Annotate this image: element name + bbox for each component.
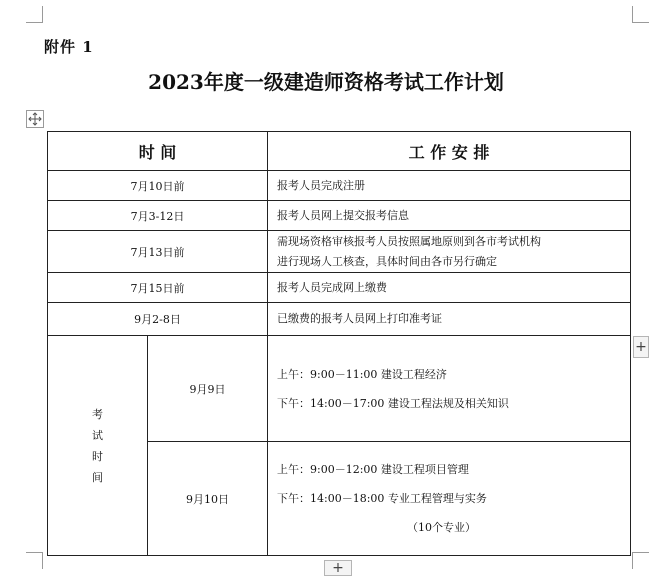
row-work: 报考人员网上提交报考信息 <box>268 201 631 231</box>
plus-icon: + <box>635 339 647 355</box>
exam-row-day1 <box>48 336 631 442</box>
row-time: 7月10日前 <box>48 171 268 201</box>
table-header-row <box>48 132 631 171</box>
plus-icon: + <box>332 560 344 576</box>
exam-session: 上午：9:00－11:00 建设工程经济 <box>277 367 447 381</box>
row-work: 已缴费的报考人员网上打印准考证 <box>268 303 631 336</box>
exam-sessions <box>268 442 631 556</box>
table-row <box>48 231 631 273</box>
row-work: 报考人员完成注册 <box>268 171 631 201</box>
exam-date: 9月9日 <box>148 336 268 442</box>
add-column-button[interactable] <box>633 336 649 358</box>
table-move-handle[interactable] <box>26 110 44 128</box>
row-work <box>268 231 631 273</box>
page-corner-mark <box>26 6 43 23</box>
table-row <box>48 201 631 231</box>
table-row <box>48 273 631 303</box>
header-work: 工 作 安 排 <box>268 132 631 171</box>
row-time: 9月2-8日 <box>48 303 268 336</box>
table-row <box>48 171 631 201</box>
table-row <box>48 303 631 336</box>
exam-label-char: 试 <box>92 428 103 442</box>
header-time: 时 间 <box>48 132 268 171</box>
exam-note: （10个专业） <box>407 521 477 534</box>
exam-label-char: 考 <box>92 407 103 421</box>
document-title: 2023年度一级建造师资格考试工作计划 <box>148 70 504 94</box>
page-corner-mark <box>632 552 649 569</box>
page-corner-mark <box>26 552 43 569</box>
attachment-label: 附件 1 <box>44 38 94 56</box>
exam-label-char: 时 <box>92 449 103 463</box>
exam-session: 下午：14:00－18:00 专业工程管理与实务 <box>277 492 487 505</box>
exam-date: 9月10日 <box>148 442 268 556</box>
row-time: 7月3-12日 <box>48 201 268 231</box>
move-arrows-icon <box>28 112 42 126</box>
row-work: 报考人员完成网上缴费 <box>268 273 631 303</box>
exam-label-char: 间 <box>92 470 103 484</box>
exam-session: 上午：9:00－12:00 建设工程项目管理 <box>277 463 469 476</box>
exam-time-label <box>48 336 148 556</box>
schedule-table <box>47 131 631 556</box>
row-time: 7月13日前 <box>48 231 268 273</box>
row-work-line: 进行现场人工核查，具体时间由各市另行确定 <box>277 254 498 268</box>
row-time: 7月15日前 <box>48 273 268 303</box>
row-work-line: 需现场资格审核报考人员按照属地原则到各市考试机构 <box>277 234 542 248</box>
exam-session: 下午：14:00－17:00 建设工程法规及相关知识 <box>277 396 509 410</box>
page-corner-mark <box>632 6 649 23</box>
exam-sessions <box>268 336 631 442</box>
